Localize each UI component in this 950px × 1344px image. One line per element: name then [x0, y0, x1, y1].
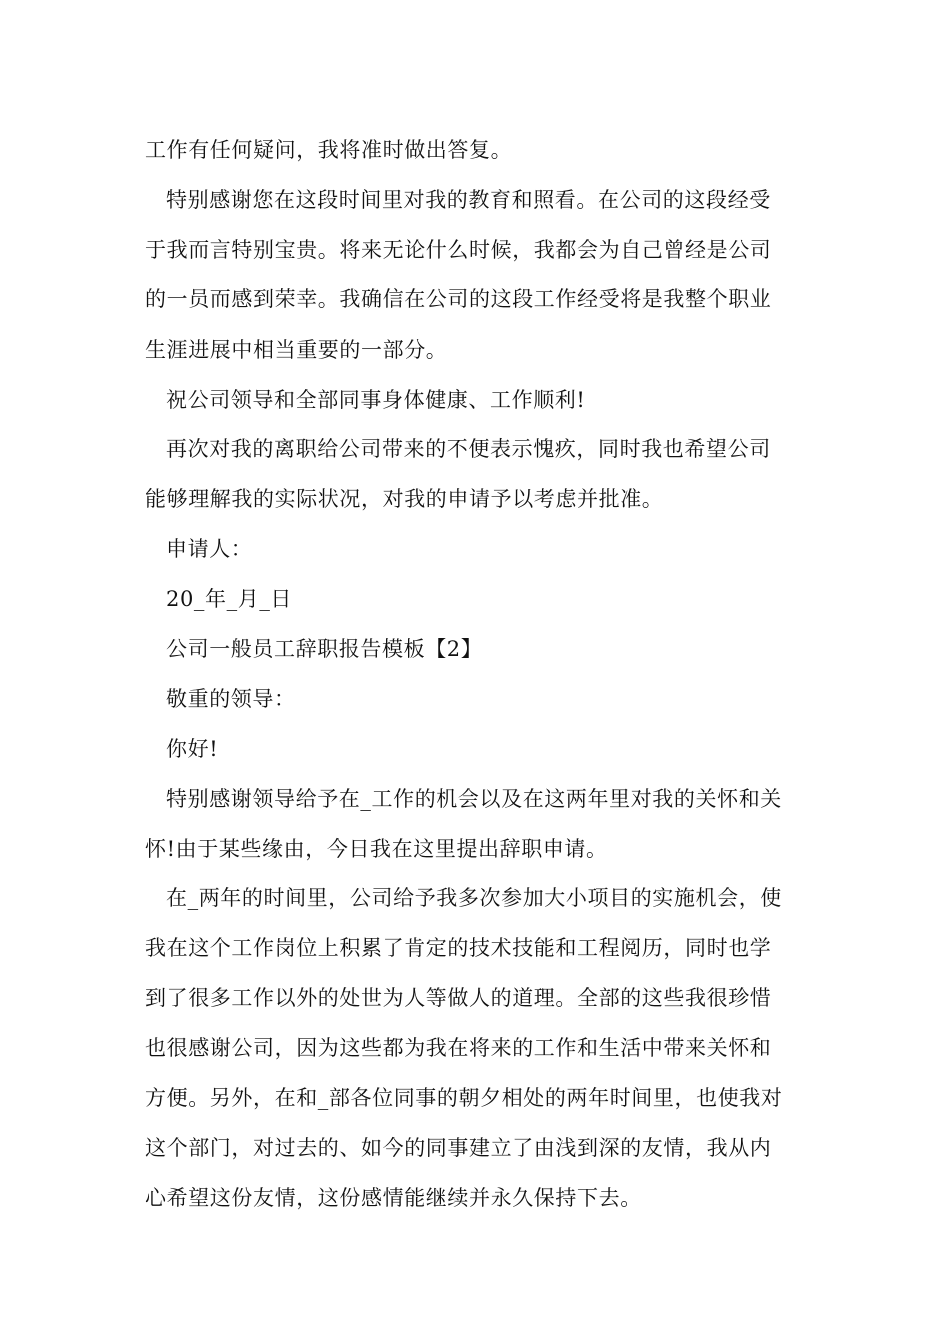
- text-line: 我在这个工作岗位上积累了肯定的技术技能和工程阅历，同时也学: [145, 936, 772, 960]
- text-line: 特别感谢领导给予在_工作的机会以及在这两年里对我的关怀和关: [166, 787, 782, 811]
- text-line: 敬重的领导：: [166, 687, 296, 711]
- text-line: 到了很多工作以外的处世为人等做人的道理。全部的这些我很珍惜: [145, 986, 772, 1010]
- text-line: 工作有任何疑问，我将准时做出答复。: [145, 138, 513, 162]
- text-line: 特别感谢您在这段时间里对我的教育和照看。在公司的这段经受: [166, 188, 771, 212]
- text-line: 20_年_月_日: [166, 587, 293, 611]
- text-line: 申请人：: [166, 537, 253, 561]
- text-line: 的一员而感到荣幸。我确信在公司的这段工作经受将是我整个职业: [145, 287, 772, 311]
- text-line: 于我而言特别宝贵。将来无论什么时候，我都会为自己曾经是公司: [145, 238, 772, 262]
- text-line: 也很感谢公司，因为这些都为我在将来的工作和生活中带来关怀和: [145, 1036, 772, 1060]
- text-line: 方便。另外，在和_部各位同事的朝夕相处的两年时间里，也使我对: [145, 1086, 783, 1110]
- text-line: 生涯进展中相当重要的一部分。: [145, 338, 448, 362]
- text-line: 公司一般员工辞职报告模板【2】: [166, 637, 483, 661]
- text-line: 在_两年的时间里，公司给予我多次参加大小项目的实施机会，使: [166, 886, 782, 910]
- text-line: 心希望这份友情，这份感情能继续并永久保持下去。: [145, 1186, 642, 1210]
- text-line: 这个部门，对过去的、如今的同事建立了由浅到深的友情，我从内: [145, 1136, 772, 1160]
- text-line: 怀!由于某些缘由，今日我在这里提出辞职申请。: [145, 837, 608, 861]
- text-line: 你好!: [166, 737, 219, 761]
- text-line: 祝公司领导和全部同事身体健康、工作顺利!: [166, 388, 586, 412]
- text-line: 能够理解我的实际状况，对我的申请予以考虑并批准。: [145, 487, 664, 511]
- text-line: 再次对我的离职给公司带来的不便表示愧疚，同时我也希望公司: [166, 437, 771, 461]
